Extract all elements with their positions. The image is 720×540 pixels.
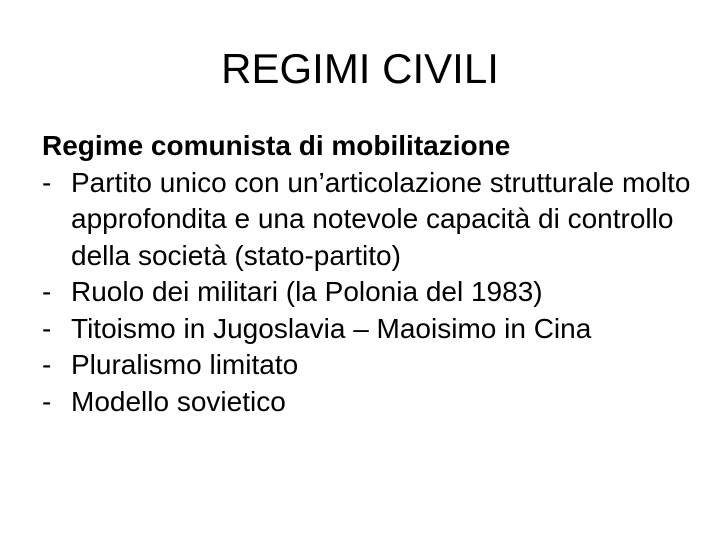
bullet-marker: -	[42, 349, 52, 380]
bullet-item	[42, 311, 702, 348]
bullet-list	[42, 165, 702, 421]
bullet-marker: -	[42, 166, 52, 198]
bullet-item	[42, 274, 702, 311]
bullet-marker: -	[42, 312, 52, 344]
bullet-item	[42, 347, 702, 384]
slide-body	[42, 128, 702, 420]
bullet-text: Modello sovietico	[71, 385, 286, 417]
bullet-text: Titoismo in Jugoslavia – Maoisimo in Cina	[71, 312, 592, 344]
bullet-item	[42, 384, 702, 421]
bullet-text: Ruolo dei militari (la Polonia del 1983)	[71, 276, 543, 307]
bullet-text: Pluralismo limitato	[71, 349, 299, 380]
bullet-marker: -	[42, 276, 52, 307]
slide-title: REGIMI CIVILI	[221, 45, 499, 92]
section-heading: Regime comunista di mobilitazione	[42, 130, 511, 161]
bullet-marker: -	[42, 385, 52, 417]
bullet-item	[42, 165, 702, 275]
bullet-text: Partito unico con un’articolazione strutturale molto approfondita e una notevole capacità di controllo della società (stato-partito)	[71, 166, 691, 271]
